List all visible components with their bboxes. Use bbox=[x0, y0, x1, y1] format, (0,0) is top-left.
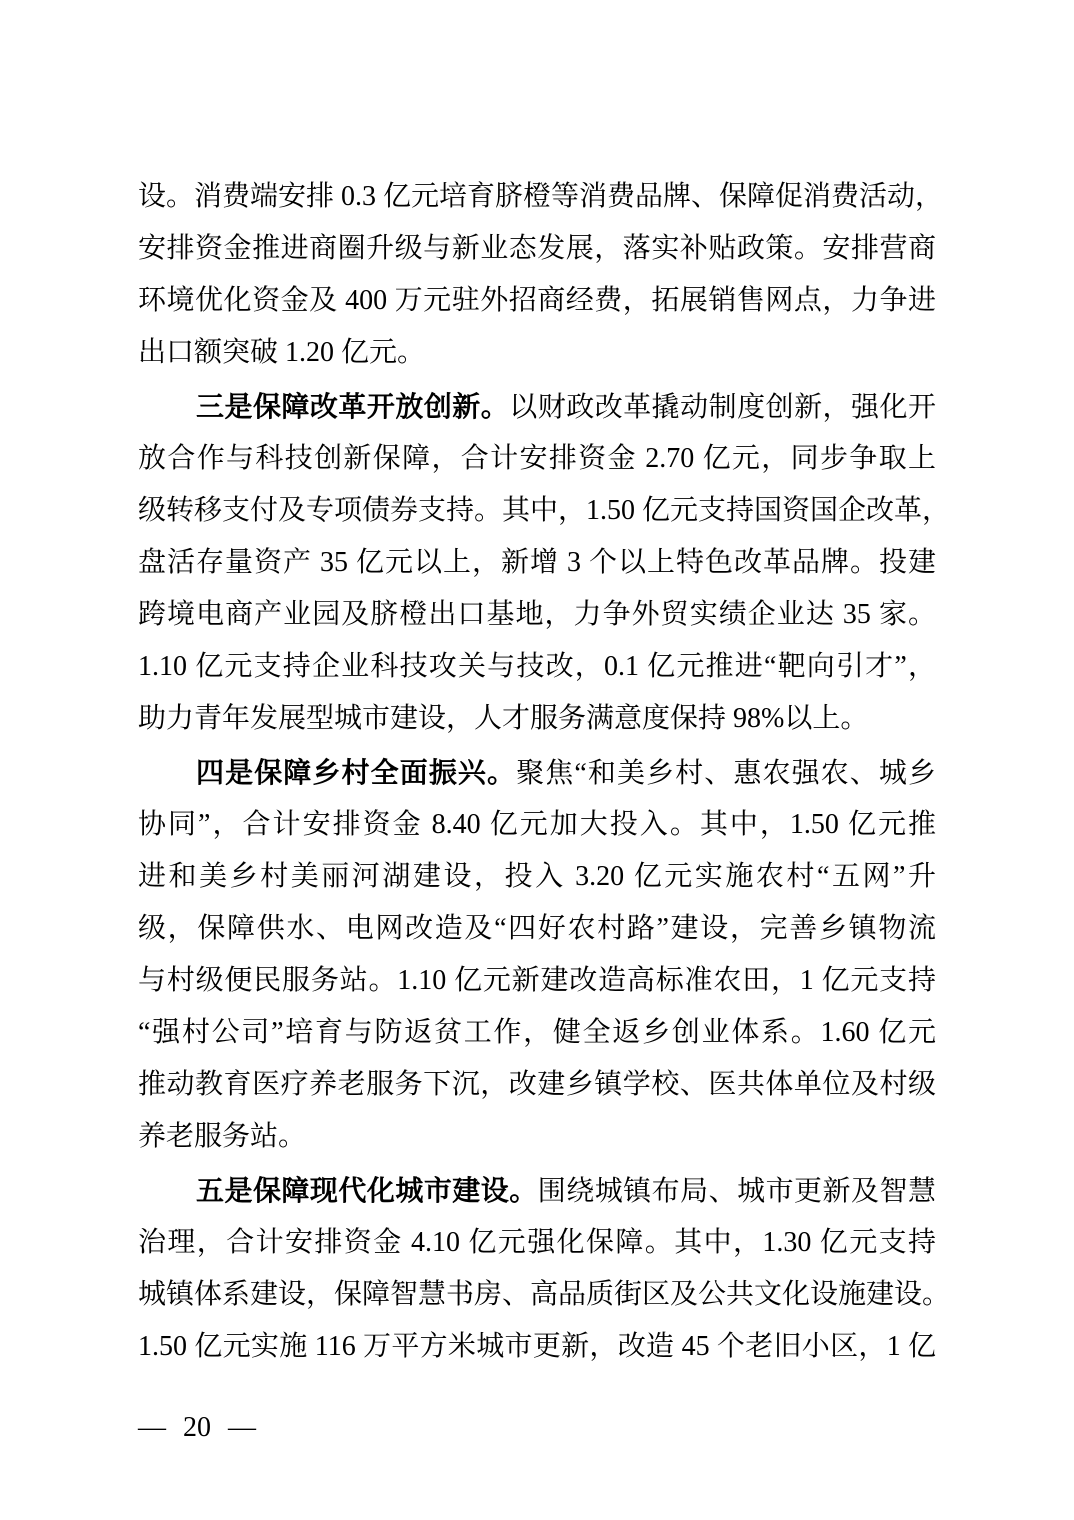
paragraph-lead: 三是保障改革开放创新。 bbox=[196, 391, 510, 422]
text-line: “强村公司”培育与防返贫工作，健全返乡创业体系。1.60 亿元 bbox=[138, 1017, 936, 1048]
paragraph bbox=[138, 171, 944, 379]
text-line: 城镇体系建设，保障智慧书房、高品质街区及公共文化设施建设。 bbox=[138, 1279, 951, 1310]
page-footer bbox=[138, 1402, 256, 1454]
text-line: 放合作与科技创新保障，合计安排资金 2.70 亿元，同步争取上 bbox=[138, 443, 936, 474]
text-line: 推动教育医疗养老服务下沉，改建乡镇学校、医共体单位及村级 bbox=[138, 1069, 936, 1100]
paragraph-lead: 四是保障乡村全面振兴。 bbox=[196, 757, 517, 788]
text-line: 级，保障供水、电网改造及“四好农村路”建设，完善乡镇物流 bbox=[138, 913, 936, 944]
text-line: 养老服务站。 bbox=[138, 1121, 307, 1152]
text-line: 1.10 亿元支持企业科技攻关与技改，0.1 亿元推进“靶向引才”， bbox=[138, 651, 936, 682]
paragraph bbox=[138, 1165, 951, 1373]
text-line: 环境优化资金及 400 万元驻外招商经费，拓展销售网点，力争进 bbox=[138, 285, 936, 316]
text-line: 治理，合计安排资金 4.10 亿元强化保障。其中，1.30 亿元支持 bbox=[138, 1227, 936, 1258]
text-line: 盘活存量资产 35 亿元以上，新增 3 个以上特色改革品牌。投建 bbox=[138, 547, 936, 578]
text-line: 跨境电商产业园及脐橙出口基地，力争外贸实绩企业达 35 家。 bbox=[138, 599, 936, 630]
document-body bbox=[138, 171, 951, 1373]
text-line: 五是保障现代化城市建设。围绕城镇布局、城市更新及智慧 bbox=[196, 1175, 936, 1207]
text-line: 助力青年发展型城市建设，人才服务满意度保持 98%以上。 bbox=[138, 703, 869, 734]
page-number: — 20 — bbox=[138, 1412, 256, 1443]
text-line: 协同”，合计安排资金 8.40 亿元加大投入。其中，1.50 亿元推 bbox=[138, 809, 936, 840]
text-line: 级转移支付及专项债券支持。其中，1.50 亿元支持国资国企改革， bbox=[138, 495, 951, 526]
text-line: 三是保障改革开放创新。以财政改革撬动制度创新，强化开 bbox=[196, 391, 936, 423]
paragraph-lead: 五是保障现代化城市建设。 bbox=[196, 1175, 538, 1206]
text-line: 1.50 亿元实施 116 万平方米城市更新，改造 45 个老旧小区，1 亿 bbox=[138, 1331, 936, 1362]
text-line: 安排资金推进商圈升级与新业态发展，落实补贴政策。安排营商 bbox=[138, 233, 936, 264]
text-line: 出口额突破 1.20 亿元。 bbox=[138, 337, 426, 368]
text-line: 四是保障乡村全面振兴。聚焦“和美乡村、惠农强农、城乡 bbox=[196, 757, 936, 789]
paragraph bbox=[138, 747, 936, 1163]
text-line: 进和美乡村美丽河湖建设，投入 3.20 亿元实施农村“五网”升 bbox=[138, 861, 936, 892]
paragraph bbox=[138, 381, 951, 745]
text-line: 与村级便民服务站。1.10 亿元新建改造高标准农田，1 亿元支持 bbox=[138, 965, 936, 996]
text-line: 设。消费端安排 0.3 亿元培育脐橙等消费品牌、保障促消费活动， bbox=[138, 181, 944, 212]
